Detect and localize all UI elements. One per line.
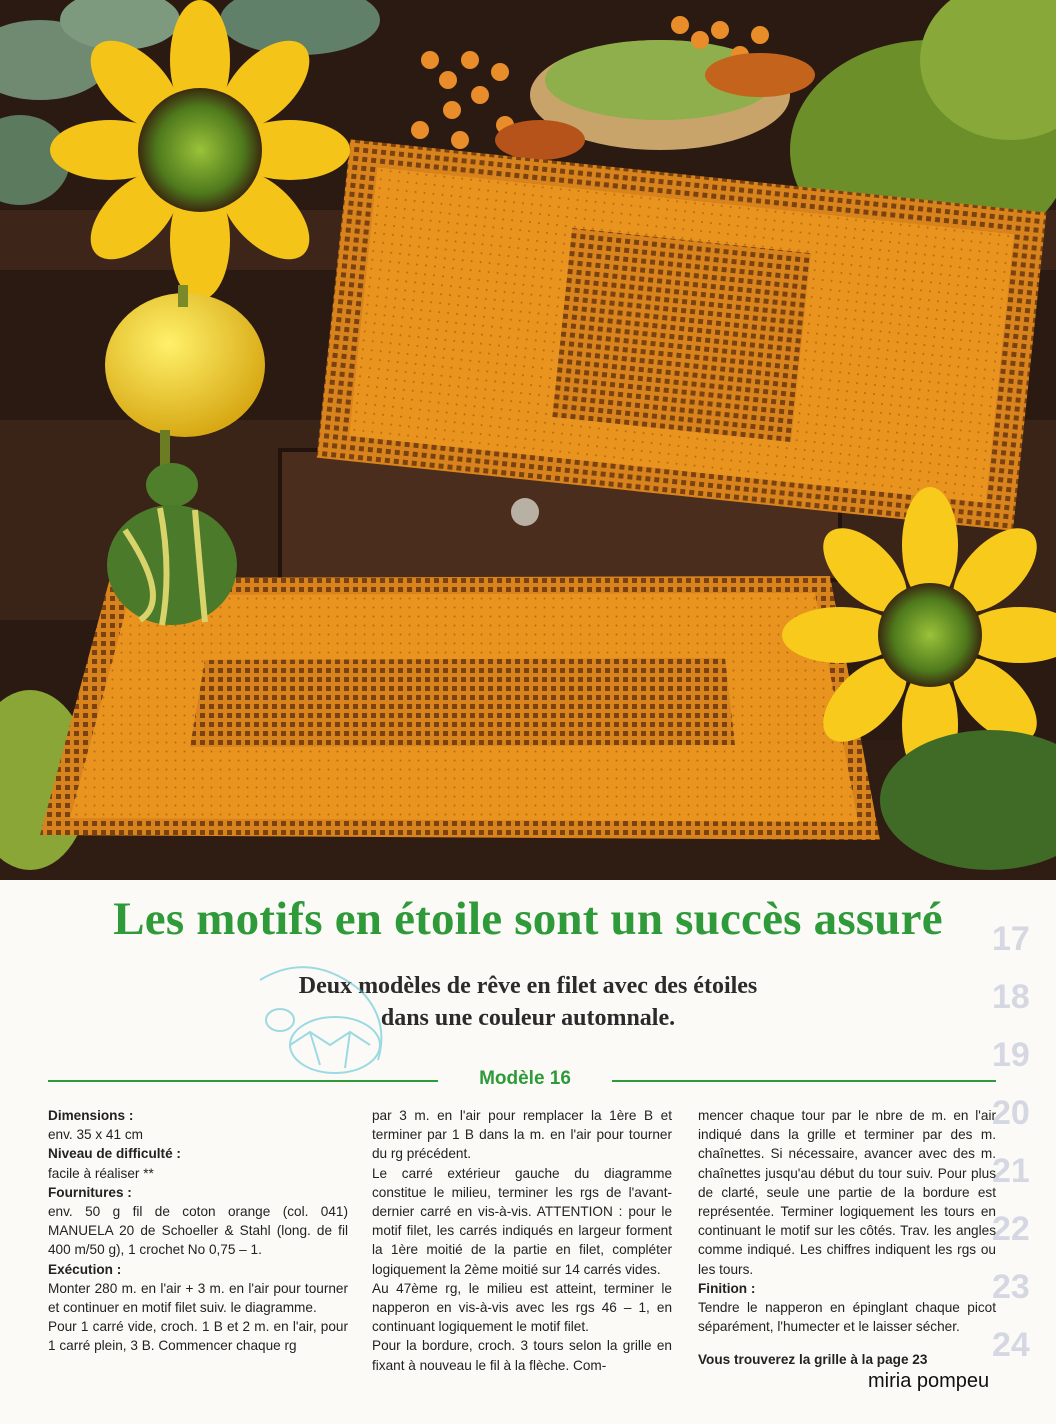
difficulty-label: Niveau de difficulté : <box>48 1146 181 1162</box>
turtle-stamp-icon <box>250 950 400 1080</box>
instructions-paragraph: mencer chaque tour par le nbre de m. en l'air indiqué dans la grille et terminer par des m. chaînettes. Si nécessaire, avancer avec des m. chaînettes jusqu'au début du tour suiv. Pour plus de clarté, seule une partie de la bordure est représentée. Terminer logiquement les tours en continuant le motif sur les côtés. Trav. les angles comme indiqué. Les chiffres indiquent les rgs ou les tours. <box>698 1108 996 1277</box>
article-headline: Les motifs en étoile sont un succès assuré <box>113 893 943 945</box>
finition-value: Tendre le napperon en épinglant chaque picot séparément, l'humecter et le laisser sécher. <box>698 1300 996 1335</box>
instructions-column-2 <box>372 1106 672 1375</box>
margin-number: 17 <box>992 920 1030 958</box>
grid-reference: Vous trouverez la grille à la page 23 <box>698 1352 928 1368</box>
supplies-value: env. 50 g fil de coton orange (col. 041) MANUELA 20 de Schoeller & Stahl (long. de fil 400 m/50 g), 1 crochet No 0,75 – 1. <box>48 1204 348 1258</box>
show-through-text <box>60 1036 67 1066</box>
photo-credit: miria pompeu <box>868 1370 990 1392</box>
model-title: Modèle 16 <box>479 1068 571 1089</box>
margin-number: 20 <box>992 1094 1030 1132</box>
subheadline-line-1: Deux modèles de rêve en filet avec des étoiles <box>298 973 758 999</box>
margin-number: 24 <box>992 1326 1030 1364</box>
execution-label: Exécution : <box>48 1261 122 1277</box>
dimensions-label: Dimensions : <box>48 1108 134 1123</box>
margin-number: 19 <box>992 1036 1030 1074</box>
subheadline-line-2: dans une couleur automnale. <box>380 1005 676 1031</box>
margin-number: 23 <box>992 1268 1030 1306</box>
article-subheadline <box>0 970 1056 1034</box>
difficulty-value: facile à réaliser ** <box>48 1165 154 1181</box>
margin-number: 22 <box>992 1210 1030 1248</box>
margin-number: 18 <box>992 978 1030 1016</box>
instructions-paragraph: par 3 m. en l'air pour remplacer la 1ère B et terminer par 1 B dans la m. en l'air pour tourner du rg précédent. <box>372 1108 672 1162</box>
model-title-rule-left <box>48 1080 438 1082</box>
finition-label: Finition : <box>698 1280 756 1296</box>
instructions-paragraph: Le carré extérieur gauche du diagramme constitue le milieu, terminer les rgs de l'avant-dernier carré en vis-à-vis. ATTENTION : pour le motif filet, les carrés indiqués en largeur forment la 1ère moitié de la partie en filet, compléter logiquement la 2ème moitié sur 14 carrés vides. <box>372 1165 672 1277</box>
instructions-paragraph: Pour la bordure, croch. 3 tours selon la grille en fixant à nouveau le fil à la flèche. Com- <box>372 1338 672 1373</box>
execution-paragraph-2: Pour 1 carré vide, croch. 1 B et 2 m. en l'air, pour 1 carré plein, 3 B. Commencer chaque rg <box>48 1319 348 1354</box>
instructions-column-1 <box>48 1106 348 1356</box>
instructions-column-3 <box>698 1106 996 1370</box>
supplies-label: Fournitures : <box>48 1184 132 1200</box>
execution-paragraph-1: Monter 280 m. en l'air + 3 m. en l'air pour tourner et continuer en motif filet suiv. le diagramme. <box>48 1280 348 1316</box>
dimensions-value: env. 35 x 41 cm <box>48 1127 143 1143</box>
instructions-paragraph: Au 47ème rg, le milieu est atteint, terminer le napperon en vis-à-vis avec les rgs 46 – 1, en continuant logiquement le motif filet. <box>372 1280 672 1335</box>
model-title-rule-right <box>612 1080 996 1082</box>
margin-number: 21 <box>992 1152 1030 1190</box>
